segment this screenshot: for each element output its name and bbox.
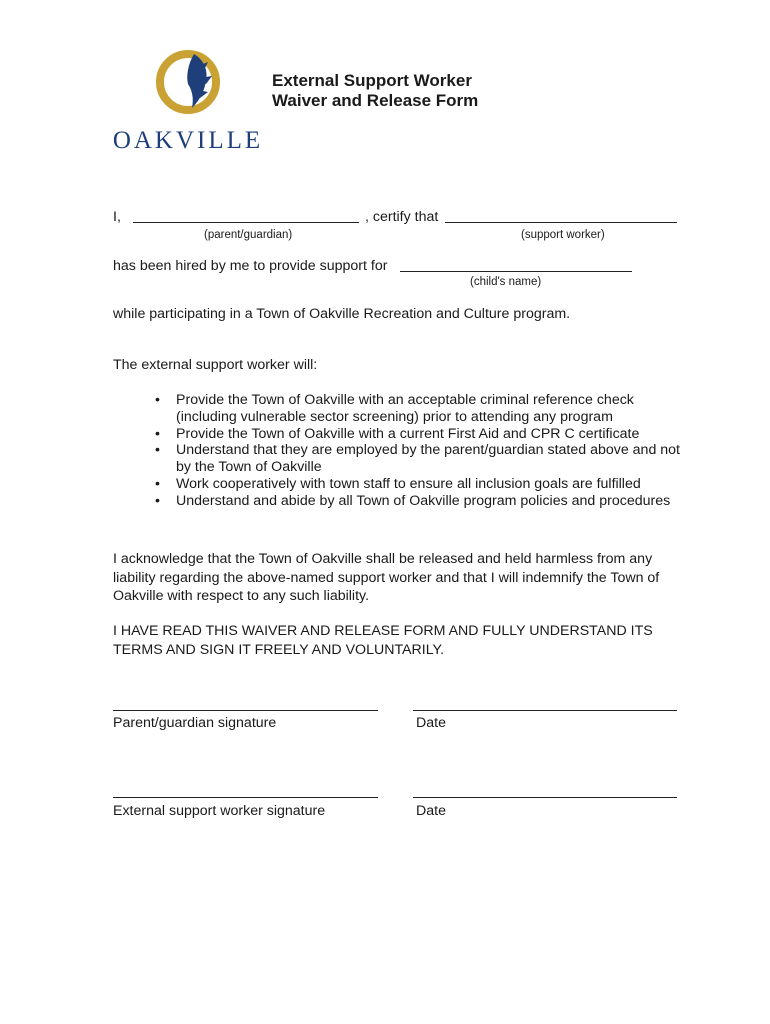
worker-date-label: Date bbox=[416, 803, 446, 819]
worker-date-line[interactable] bbox=[413, 797, 677, 798]
form-title-line-1: External Support Worker bbox=[272, 71, 472, 90]
worker-signature-line[interactable] bbox=[113, 797, 378, 798]
support-worker-caption: (support worker) bbox=[521, 229, 605, 241]
hired-label: has been hired by me to provide support for bbox=[113, 258, 388, 274]
oakville-logo bbox=[108, 48, 268, 154]
oakville-emblem-icon bbox=[160, 54, 216, 110]
parent-guardian-caption: (parent/guardian) bbox=[204, 229, 293, 241]
form-title-line-2: Waiver and Release Form bbox=[272, 91, 479, 110]
worker-responsibilities-list bbox=[155, 392, 695, 510]
support-worker-field[interactable] bbox=[445, 222, 677, 223]
worker-will-heading: The external support worker will: bbox=[113, 357, 318, 373]
list-item: • Provide the Town of Oakville with an acceptable criminal reference check (including vulnerable sector screening) prior to attending any program bbox=[155, 392, 634, 425]
list-item: • Work cooperatively with town staff to ensure all inclusion goals are fulfilled bbox=[155, 475, 641, 492]
parent-guardian-field[interactable] bbox=[133, 222, 359, 223]
parent-date-label: Date bbox=[416, 715, 446, 731]
list-item: • Understand that they are employed by the parent/guardian stated above and not by the Town of Oakville bbox=[155, 442, 681, 476]
child-name-field[interactable] bbox=[400, 271, 632, 272]
certify-label: , certify that bbox=[365, 209, 439, 225]
parent-date-line[interactable] bbox=[413, 710, 677, 711]
logo-wordmark: OAKVILLE bbox=[112, 127, 264, 154]
parent-signature-label: Parent/guardian signature bbox=[113, 715, 277, 731]
form-title bbox=[272, 71, 478, 111]
i-label: I, bbox=[113, 209, 121, 225]
acknowledge-paragraph: I acknowledge that the Town of Oakville shall be released and held harmless from any liability regarding the above-named support worker and that I will indemnify the Town of Oakville with respect to any such liability. bbox=[113, 551, 660, 604]
read-statement: I HAVE READ THIS WAIVER AND RELEASE FORM AND FULLY UNDERSTAND ITS TERMS AND SIGN IT FREELY AND VOLUNTARILY. bbox=[113, 623, 653, 658]
parent-signature-line[interactable] bbox=[113, 710, 378, 711]
participating-text: while participating in a Town of Oakville Recreation and Culture program. bbox=[113, 306, 571, 322]
worker-signature-label: External support worker signature bbox=[113, 803, 326, 819]
list-item: • Provide the Town of Oakville with a current First Aid and CPR C certificate bbox=[155, 425, 640, 442]
child-name-caption: (child's name) bbox=[470, 276, 542, 288]
list-item: • Understand and abide by all Town of Oakville program policies and procedures bbox=[155, 492, 671, 509]
